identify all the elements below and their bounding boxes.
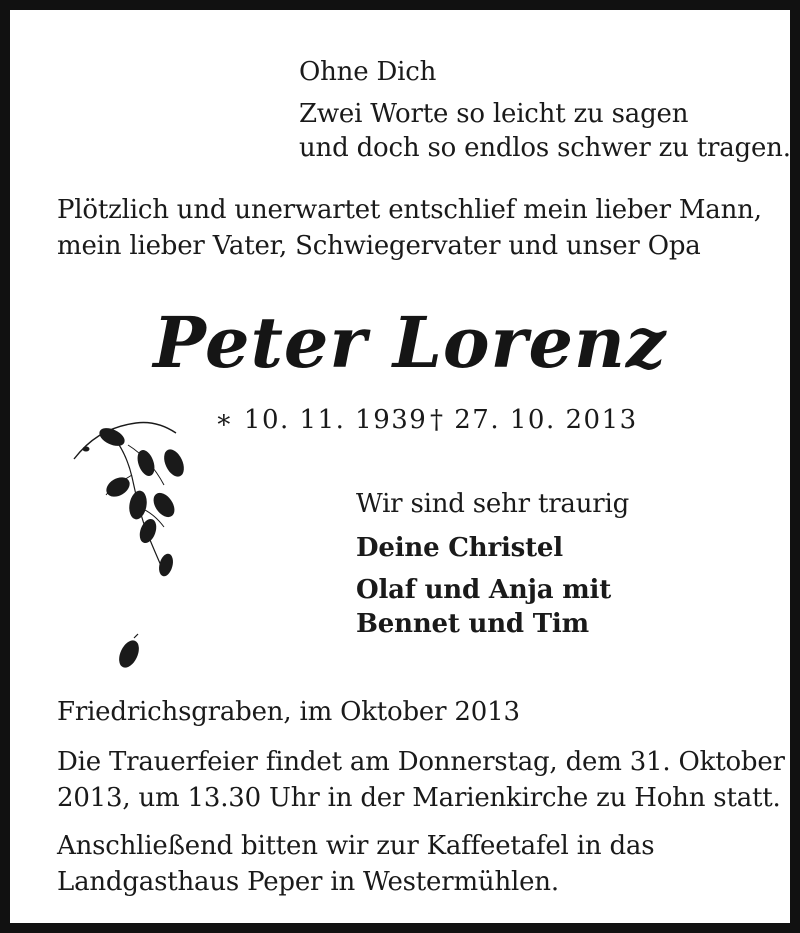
service-line-1: Die Trauerfeier findet am Donnerstag, dem 31. Oktober: [57, 747, 785, 777]
poem-line-3: und doch so endlos schwer zu tragen.: [299, 133, 791, 163]
reception-line-1: Anschließend bitten wir zur Kaffeetafel in das: [57, 831, 655, 861]
intro-line-2: mein lieber Vater, Schwiegervater und unser Opa: [57, 231, 701, 261]
poem-line-1: Ohne Dich: [299, 57, 437, 87]
mourner-name-1: Deine Christel: [356, 533, 563, 563]
falling-leaf-icon: [114, 632, 144, 676]
intro-line-1: Plötzlich und unerwartet entschlief mein lieber Mann,: [57, 195, 762, 225]
birth-date: ∗ 10. 11. 1939: [215, 405, 428, 435]
poem-line-2: Zwei Worte so leicht zu sagen: [299, 99, 689, 129]
deceased-name: Peter Lorenz: [153, 301, 667, 384]
mourner-name-2: Olaf und Anja mit: [356, 575, 612, 605]
mourner-name-3: Bennet und Tim: [356, 609, 589, 639]
birch-branch-icon: [66, 415, 196, 595]
reception-line-2: Landgasthaus Peper in Westermühlen.: [57, 867, 559, 897]
mourners-intro: Wir sind sehr traurig: [356, 489, 630, 519]
service-line-2: 2013, um 13.30 Uhr in der Marienkirche zu Hohn statt.: [57, 783, 781, 813]
death-date: † 27. 10. 2013: [430, 405, 638, 435]
place-date: Friedrichsgraben, im Oktober 2013: [57, 697, 520, 727]
